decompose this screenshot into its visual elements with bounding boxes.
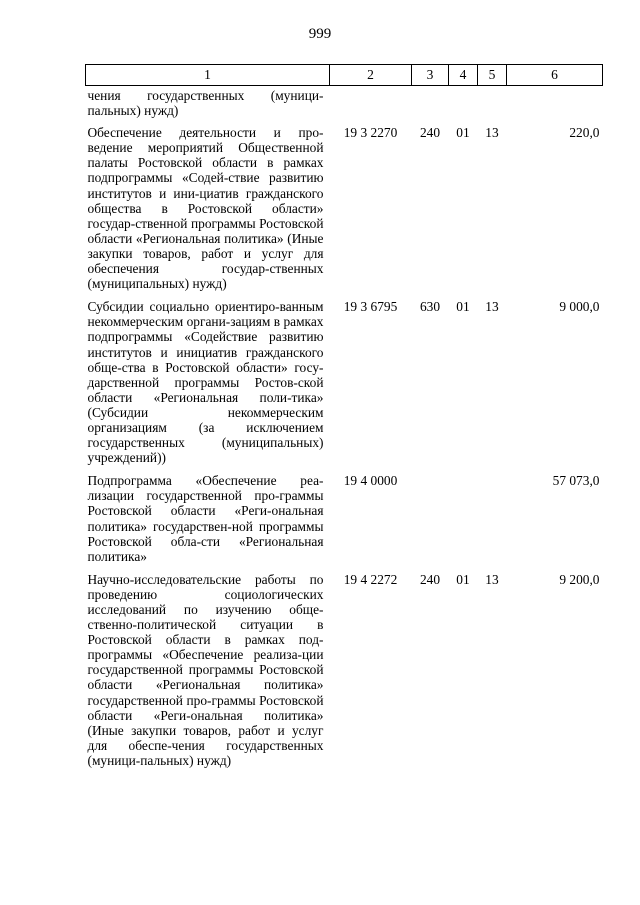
item-name: Обеспечение деятельности и про-ведение мероприятий Общественной палаты Ростовской области в рамках подпрограммы «Содей-ствие развитию институтов и ини-циатив гражданского общества в Ростовской области» государ-ственной программы Ростовской области «Региональная политика» (Иные закупки товаров, работ и услуг для обеспечения государ-ственных (муниципальных) нужд): [87, 125, 324, 292]
item-amount: 220,0: [569, 125, 600, 141]
item-csr: 19 3 6795: [343, 299, 398, 315]
item-amount: 9 000,0: [559, 299, 600, 315]
item-vr: [412, 86, 449, 119]
item-name: Подпрограмма «Обеспечение реа-лизации государственной про-граммы Ростовской области «Реги-ональная политика» государствен-ной программы Ростовской обла-сти «Региональная политика»: [87, 473, 324, 564]
item-vr: 240: [419, 571, 441, 587]
item-vr: 240: [419, 125, 441, 141]
item-pr: [478, 86, 507, 119]
header-col-2: 2: [330, 65, 412, 86]
budget-table: [85, 64, 603, 769]
item-csr: 19 4 2272: [343, 571, 398, 587]
item-pr: [478, 466, 507, 565]
item-vr: [412, 466, 449, 565]
item-csr: [330, 86, 412, 119]
item-rz: [449, 466, 478, 565]
item-amount: 9 200,0: [559, 571, 600, 587]
item-name: Субсидии социально ориентиро-ванным некоммерческим органи-зациям в рамках подпрограммы «Содействие развитию институтов и инициатив гражданского обще-ства в Ростовской области» госу-дарственной программы Ростов-ской области «Региональная поли-тика» (Субсидии некоммерческим организациям (за исключением государственных (муниципальных) учреждений)): [87, 299, 324, 466]
item-vr: 630: [419, 299, 441, 315]
item-rz: 01: [456, 125, 470, 141]
item-rz: 01: [456, 299, 470, 315]
item-amount: [507, 86, 603, 119]
item-csr: 19 4 0000: [343, 473, 398, 489]
header-col-3: 3: [412, 65, 449, 86]
item-pr: 13: [485, 571, 499, 587]
table-header-row: [86, 65, 603, 86]
table-row: [86, 466, 603, 565]
table-row: [86, 292, 603, 466]
item-rz: 01: [456, 571, 470, 587]
item-pr: 13: [485, 125, 499, 141]
header-col-4: 4: [449, 65, 478, 86]
item-csr: 19 3 2270: [343, 125, 398, 141]
item-rz: [449, 86, 478, 119]
item-name: чения государственных (муници-пальных) нужд): [87, 88, 324, 119]
table-row: [86, 118, 603, 292]
item-name: Научно-исследовательские работы по проведению социологических исследований по изучению обще-ственно-политической ситуации в Ростовской области в рамках под-программы «Обеспечение реализа-ции государственной программы Ростовской области «Региональная политика» государственной про-граммы Ростовской области «Реги-ональная политика» (Иные закупки товаров, работ и услуг для обеспе-чения государственных (муници-пальных) нужд): [87, 571, 324, 768]
table-row: [86, 86, 603, 119]
header-col-1: 1: [86, 65, 330, 86]
page-number: 999: [308, 26, 332, 42]
header-col-5: 5: [478, 65, 507, 86]
item-pr: 13: [485, 299, 499, 315]
item-amount: 57 073,0: [552, 473, 600, 489]
header-col-6: 6: [507, 65, 603, 86]
table-row: [86, 565, 603, 769]
